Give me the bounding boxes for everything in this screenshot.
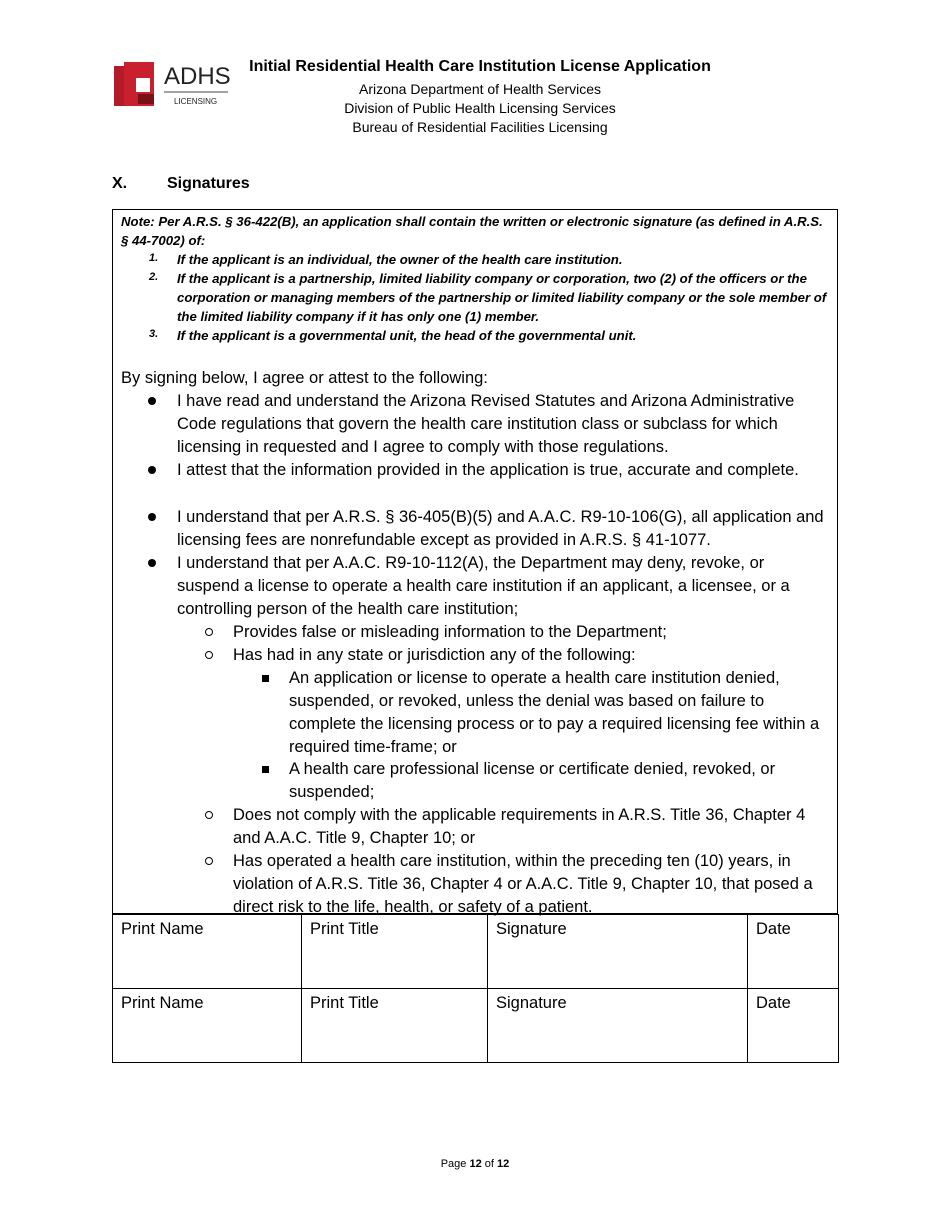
footer-current-page: 12 xyxy=(469,1158,482,1170)
page-footer xyxy=(0,1158,950,1170)
logo-text: ADHS xyxy=(164,63,231,90)
bullet-dot xyxy=(148,466,156,474)
header-line-division: Division of Public Health Licensing Services xyxy=(344,100,616,116)
attest-sub-bullet: Has operated a health care institution, within the preceding ten (10) years, in violation of A.R.S. Title 36, Chapter 4 or A.A.C. Title 9, Chapter 10, that posed a direct risk to the life, health, or safety of a patient. xyxy=(233,852,813,916)
print-name-field[interactable]: Print Name xyxy=(113,915,302,989)
adhs-licensing-logo xyxy=(114,60,234,108)
sub-sub-bullet-square xyxy=(262,675,269,682)
attest-intro: By signing below, I agree or attest to the following: xyxy=(121,369,488,387)
date-field[interactable]: Date xyxy=(748,989,839,1063)
signature-field[interactable]: Signature xyxy=(488,915,748,989)
print-title-field[interactable]: Print Title xyxy=(302,989,488,1063)
attest-sub-sub-bullet: An application or license to operate a health care institution denied, suspended, or revoked, unless the denial was based on failure to complete the licensing process or to pay a required licensing fee within a required time-frame; or xyxy=(289,669,820,756)
sub-bullet-circle xyxy=(205,857,213,865)
bullet-dot xyxy=(148,559,156,567)
sub-bullet-circle xyxy=(205,811,213,819)
attest-sub-sub-bullet: A health care professional license or certificate denied, revoked, or suspended; xyxy=(289,760,776,801)
note-item-text: If the applicant is a governmental unit, the head of the governmental unit. xyxy=(177,328,637,343)
note-intro: Note: Per A.R.S. § 36-422(B), an application shall contain the written or electronic signature (as defined in A.R.S. § 44-7002) of: xyxy=(121,214,823,248)
sub-sub-bullet-square xyxy=(262,766,269,773)
attest-sub-bullet: Does not comply with the applicable requirements in A.R.S. Title 36, Chapter 4 and A.A.C. Title 9, Chapter 10; or xyxy=(233,806,806,847)
date-field[interactable]: Date xyxy=(748,915,839,989)
header-line-bureau: Bureau of Residential Facilities Licensing xyxy=(352,119,608,135)
footer-prefix: Page xyxy=(440,1158,467,1170)
attest-bullet: I attest that the information provided in the application is true, accurate and complete. xyxy=(177,461,799,479)
footer-total-pages: 12 xyxy=(497,1158,510,1170)
attest-bullet: I have read and understand the Arizona Revised Statutes and Arizona Administrative Code regulations that govern the health care institution class or subclass for which licensing in requested and I agree to comply with those regulations. xyxy=(177,392,795,456)
section-title: Signatures xyxy=(167,175,250,192)
print-name-field[interactable]: Print Name xyxy=(113,989,302,1063)
attestation-box xyxy=(112,209,838,914)
signature-row xyxy=(113,989,839,1063)
attest-bullet: I understand that per A.R.S. § 36-405(B)(5) and A.A.C. R9-10-106(G), all application and licensing fees are nonrefundable except as provided in A.R.S. § 41-1077. xyxy=(177,508,824,549)
section-number: X. xyxy=(112,175,128,192)
sub-bullet-circle xyxy=(205,651,213,659)
signature-row xyxy=(113,915,839,989)
signature-table xyxy=(112,914,839,1063)
form-title: Initial Residential Health Care Institution License Application xyxy=(249,58,711,75)
logo-subtext: LICENSING xyxy=(174,97,218,106)
note-item-number: 1. xyxy=(149,252,159,264)
attest-sub-bullet: Provides false or misleading information to the Department; xyxy=(233,623,667,641)
sub-bullet-circle xyxy=(205,628,213,636)
note-item-number: 2. xyxy=(149,271,159,283)
bullet-dot xyxy=(148,397,156,405)
print-title-field[interactable]: Print Title xyxy=(302,915,488,989)
bullet-dot xyxy=(148,513,156,521)
attest-sub-bullet: Has had in any state or jurisdiction any of the following: xyxy=(233,646,636,664)
note-item-text: If the applicant is a partnership, limited liability company or corporation, two (2) of the officers or the corporation or managing members of the partnership or limited liability company or the sole member of the limited liability company if it has only one (1) member. xyxy=(177,271,827,324)
note-item-number: 3. xyxy=(149,328,159,340)
note-item-text: If the applicant is an individual, the owner of the health care institution. xyxy=(177,252,623,267)
footer-of: of xyxy=(484,1158,494,1170)
header-line-department: Arizona Department of Health Services xyxy=(359,81,601,97)
attest-bullet: I understand that per A.A.C. R9-10-112(A), the Department may deny, revoke, or suspend a license to operate a health care institution if an applicant, a licensee, or a controlling person of the health care institution; xyxy=(177,554,790,618)
signature-field[interactable]: Signature xyxy=(488,989,748,1063)
